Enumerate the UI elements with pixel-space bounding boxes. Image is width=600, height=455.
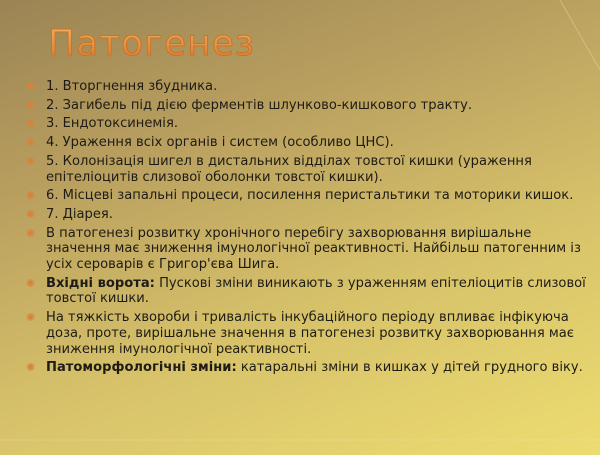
sun-bullet-icon: ✺ [26,207,36,221]
item-text: катаральні зміни в кишках у дітей грудного віку. [236,360,583,376]
item-text: Пускові зміни виникають з ураженням епітеліоцитів слизової товстої кишки. [46,275,586,307]
item-text: На тяжкість хвороби і тривалість інкубаційного періоду впливає інфікуюча доза, проте, вирішальне значення в патогенезі розвитку захворювання має зниження імунологічної реактивності. [46,310,574,357]
list-item [26,226,586,273]
item-text: 6. Місцеві запальні процеси, посилення перистальтики та моторики кишок. [46,188,574,204]
sun-bullet-icon: ✺ [26,154,36,168]
item-text: 2. Загибель під дією ферментів шлунково-кишкового тракту. [46,97,473,113]
item-heading: Вхідні ворота: [46,275,155,291]
list-item [26,98,586,114]
item-text: 5. Колонізація шигел в дистальних відділах товстої кишки (ураження епітеліоцитів слизової оболонки товстої кишки). [46,153,532,185]
sun-bullet-icon: ✺ [26,276,36,290]
list-item [26,79,586,95]
item-text: 4. Ураження всіх органів і систем (особливо ЦНС). [46,135,394,151]
sun-bullet-icon: ✺ [26,361,36,375]
sun-bullet-icon: ✺ [26,98,36,112]
sun-bullet-icon: ✺ [26,117,36,131]
item-text: 7. Діарея. [46,206,113,222]
sun-bullet-icon: ✺ [26,136,36,150]
sun-bullet-icon: ✺ [26,226,36,240]
slide-title: Патогенез [48,23,256,64]
list-item [26,135,586,151]
list-item [26,188,586,204]
sun-bullet-icon: ✺ [26,189,36,203]
list-item [26,310,586,357]
bullet-list [26,79,586,379]
list-item [26,154,586,185]
sun-bullet-icon: ✺ [26,80,36,93]
list-item [26,360,586,376]
item-heading: Патоморфологічні зміни: [46,360,237,376]
item-text: 3. Ендотоксинемія. [46,116,178,132]
list-item [26,207,586,223]
item-text: В патогенезі розвитку хронічного перебігу захворювання вирішальне значення має зниження імунологічної реактивності. Найбільш патогенним із усіх сероварів є Григор'єва Шига. [46,225,581,273]
item-text: 1. Вторгнення збудника. [46,79,218,94]
sun-bullet-icon: ✺ [26,311,36,325]
list-item [26,116,586,132]
list-item [26,276,586,307]
